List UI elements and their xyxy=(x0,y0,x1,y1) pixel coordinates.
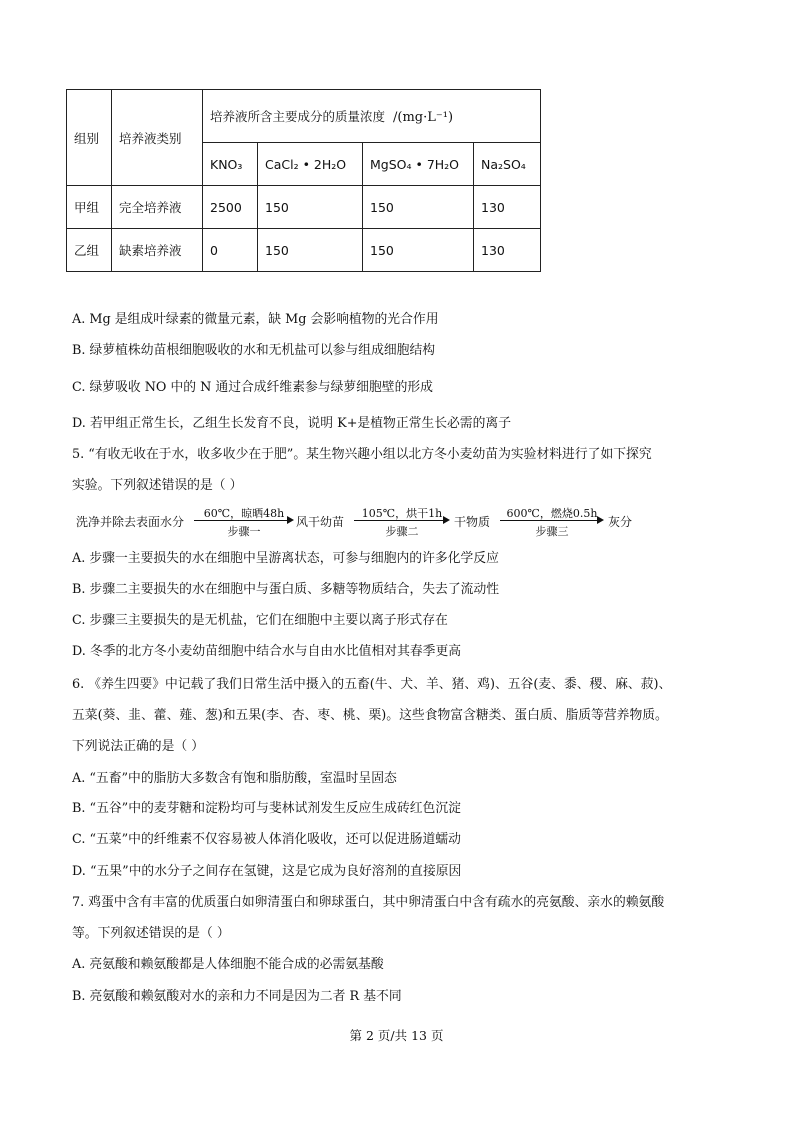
q6-option-b: B. “五谷”中的麦芽糖和淀粉均可与斐林试剂发生反应生成砖红色沉淀 xyxy=(72,801,461,816)
q5-option-d: D. 冬季的北方冬小麦幼苗细胞中结合水与自由水比值相对其春季更高 xyxy=(72,644,462,659)
cell-value: 150 xyxy=(258,229,363,272)
cell-type: 缺素培养液 xyxy=(112,229,203,272)
subheader-cacl2: CaCl₂ • 2H₂O xyxy=(258,143,363,186)
q4-option-c: C. 绿萝吸收 NO 中的 N 通过合成纤维素参与绿萝细胞壁的形成 xyxy=(72,380,433,395)
q5-option-c: C. 步骤三主要损失的是无机盐，它们在细胞中主要以离子形式存在 xyxy=(72,613,448,628)
cell-value: 2500 xyxy=(203,186,258,229)
nutrient-table xyxy=(66,89,541,272)
q5-option-a: A. 步骤一主要损失的水在细胞中呈游离状态，可参与细胞内的许多化学反应 xyxy=(72,551,499,566)
cell-group: 甲组 xyxy=(67,186,112,229)
q6-option-d: D. “五果”中的水分子之间存在氢键，这是它成为良好溶剂的直接原因 xyxy=(72,864,462,879)
flow-step-1: 步骤一 xyxy=(227,525,261,538)
subheader-na2so4: Na₂SO₄ xyxy=(474,143,541,186)
cell-value: 150 xyxy=(363,229,474,272)
cell-value: 150 xyxy=(258,186,363,229)
subheader-kno3: KNO₃ xyxy=(203,143,258,186)
subheader-mgso4: MgSO₄ • 7H₂O xyxy=(363,143,474,186)
header-type: 培养液类别 xyxy=(112,90,203,186)
experiment-flow-diagram xyxy=(76,505,636,539)
flow-mid-1: 风干幼苗 xyxy=(296,515,345,529)
flow-condition-3: 600℃，燃烧0.5h xyxy=(506,507,598,520)
flow-mid-2: 干物质 xyxy=(454,515,491,529)
table-row xyxy=(67,229,541,272)
flow-start: 洗净并除去表面水分 xyxy=(76,515,185,529)
q4-option-a: A. Mg 是组成叶绿素的微量元素，缺 Mg 会影响植物的光合作用 xyxy=(72,312,439,327)
table-row xyxy=(67,186,541,229)
flow-step-3: 步骤三 xyxy=(535,525,569,538)
cell-group: 乙组 xyxy=(67,229,112,272)
q7-option-b: B. 亮氨酸和赖氨酸对水的亲和力不同是因为二者 R 基不同 xyxy=(72,989,402,1004)
q4-option-d: D. 若甲组正常生长，乙组生长发育不良，说明 K+是植物正常生长必需的离子 xyxy=(72,416,511,431)
q6-option-c: C. “五菜”中的纤维素不仅容易被人体消化吸收，还可以促进肠道蠕动 xyxy=(72,832,461,847)
q6-option-a: A. “五畜”中的脂肪大多数含有饱和脂肪酸，室温时呈固态 xyxy=(72,771,397,786)
q5-stem-line1: 5. “有收无收在于水，收多收少在于肥”。某生物兴趣小组以北方冬小麦幼苗为实验材料进行了如下探究 xyxy=(72,447,652,462)
unit-label: /(mg·L⁻¹) xyxy=(393,110,454,125)
q6-stem-line1: 6. 《养生四要》中记载了我们日常生活中摄入的五畜(牛、犬、羊、猪、鸡)、五谷(麦、黍、稷、麻、菽)、 xyxy=(72,677,672,692)
flow-condition-1: 60℃，晾晒48h xyxy=(203,507,285,520)
cell-value: 150 xyxy=(363,186,474,229)
flow-step-2: 步骤二 xyxy=(385,525,419,538)
cell-value: 0 xyxy=(203,229,258,272)
q7-option-a: A. 亮氨酸和赖氨酸都是人体细胞不能合成的必需氨基酸 xyxy=(72,957,384,972)
flow-condition-2: 105℃，烘干1h xyxy=(361,507,443,520)
page-number: 第 2 页/共 13 页 xyxy=(349,1028,444,1043)
q6-stem-line3: 下列说法正确的是（ ） xyxy=(72,739,205,754)
q5-stem-line2: 实验。下列叙述错误的是（ ） xyxy=(72,478,243,493)
cell-value: 130 xyxy=(474,186,541,229)
q7-stem-line1: 7. 鸡蛋中含有丰富的优质蛋白如卵清蛋白和卵球蛋白，其中卵清蛋白中含有疏水的亮氨酸、亲水的赖氨酸 xyxy=(72,895,665,910)
q5-option-b: B. 步骤二主要损失的水在细胞中与蛋白质、多糖等物质结合，失去了流动性 xyxy=(72,582,500,597)
q6-stem-line2: 五菜(葵、韭、藿、薤、葱)和五果(李、杏、枣、桃、栗)。这些食物富含糖类、蛋白质、脂质等营养物质。 xyxy=(72,708,668,723)
cell-value: 130 xyxy=(474,229,541,272)
header-group: 组别 xyxy=(67,90,112,186)
q7-stem-line2: 等。下列叙述错误的是（ ） xyxy=(72,926,230,941)
header-concentration: 培养液所含主要成分的质量浓度 /(mg·L⁻¹) xyxy=(203,90,541,143)
q4-option-b: B. 绿萝植株幼苗根细胞吸收的水和无机盐可以参与组成细胞结构 xyxy=(72,343,436,358)
flow-end: 灰分 xyxy=(608,515,633,529)
cell-type: 完全培养液 xyxy=(112,186,203,229)
